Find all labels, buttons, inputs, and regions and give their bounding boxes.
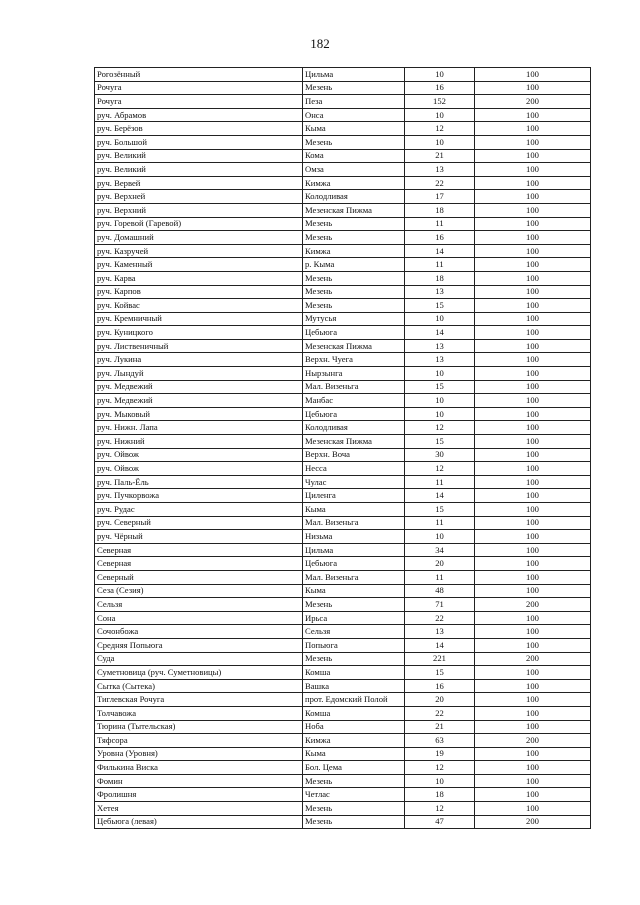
basin-cell: Четлас [303, 788, 405, 802]
table-row [95, 557, 591, 571]
basin-cell: Циленга [303, 489, 405, 503]
length-cell: 14 [405, 326, 475, 340]
zone-width-cell: 100 [475, 625, 591, 639]
basin-cell: р. Кыма [303, 258, 405, 272]
river-name-cell: руч. Ойвож [95, 448, 303, 462]
basin-cell: Манбас [303, 394, 405, 408]
table-row [95, 666, 591, 680]
table-row [95, 190, 591, 204]
table-row [95, 638, 591, 652]
river-name-cell: руч. Рудас [95, 503, 303, 517]
river-name-cell: Хетея [95, 802, 303, 816]
length-cell: 21 [405, 720, 475, 734]
river-name-cell: Тяфсора [95, 734, 303, 748]
basin-cell: Цебьюга [303, 557, 405, 571]
length-cell: 14 [405, 244, 475, 258]
length-cell: 11 [405, 217, 475, 231]
length-cell: 21 [405, 149, 475, 163]
basin-cell: Комша [303, 666, 405, 680]
length-cell: 16 [405, 81, 475, 95]
zone-width-cell: 100 [475, 761, 591, 775]
zone-width-cell: 100 [475, 788, 591, 802]
river-name-cell: Тюрина (Тытельская) [95, 720, 303, 734]
table-row [95, 68, 591, 82]
basin-cell: Мезень [303, 652, 405, 666]
river-name-cell: руч. Нижний [95, 435, 303, 449]
length-cell: 18 [405, 788, 475, 802]
river-name-cell: руч. Куницкого [95, 326, 303, 340]
river-name-cell: руч. Нижн. Лапа [95, 421, 303, 435]
zone-width-cell: 100 [475, 353, 591, 367]
length-cell: 15 [405, 666, 475, 680]
basin-cell: Пеза [303, 95, 405, 109]
length-cell: 10 [405, 135, 475, 149]
river-name-cell: Тиглевская Рочуга [95, 693, 303, 707]
zone-width-cell: 100 [475, 407, 591, 421]
river-name-cell: Толчавожа [95, 706, 303, 720]
table-row [95, 217, 591, 231]
table-row [95, 339, 591, 353]
table-row [95, 802, 591, 816]
length-cell: 22 [405, 611, 475, 625]
table-row [95, 203, 591, 217]
table-row [95, 679, 591, 693]
zone-width-cell: 100 [475, 122, 591, 136]
length-cell: 15 [405, 503, 475, 517]
zone-width-cell: 100 [475, 638, 591, 652]
table-row [95, 244, 591, 258]
table-row [95, 788, 591, 802]
zone-width-cell: 100 [475, 258, 591, 272]
river-name-cell: руч. Мыковый [95, 407, 303, 421]
basin-cell: Кимжа [303, 244, 405, 258]
zone-width-cell: 100 [475, 176, 591, 190]
length-cell: 11 [405, 258, 475, 272]
zone-width-cell: 100 [475, 244, 591, 258]
length-cell: 15 [405, 299, 475, 313]
length-cell: 47 [405, 815, 475, 829]
zone-width-cell: 100 [475, 503, 591, 517]
river-name-cell: руч. Паль-Ёль [95, 475, 303, 489]
river-name-cell: Рочуга [95, 95, 303, 109]
river-name-cell: руч. Большой [95, 135, 303, 149]
river-name-cell: Сытка (Сытека) [95, 679, 303, 693]
table-row [95, 312, 591, 326]
river-name-cell: руч. Карва [95, 271, 303, 285]
zone-width-cell: 100 [475, 312, 591, 326]
length-cell: 20 [405, 693, 475, 707]
river-name-cell: руч. Пучкорвожа [95, 489, 303, 503]
basin-cell: Мезень [303, 802, 405, 816]
river-name-cell: Суметновица (руч. Суметновицы) [95, 666, 303, 680]
river-name-cell: руч. Берёзов [95, 122, 303, 136]
zone-width-cell: 100 [475, 68, 591, 82]
basin-cell: Мезень [303, 285, 405, 299]
zone-width-cell: 100 [475, 706, 591, 720]
river-name-cell: Сельзя [95, 598, 303, 612]
basin-cell: Кыма [303, 747, 405, 761]
basin-cell: Низьма [303, 530, 405, 544]
river-name-cell: Сеза (Сезия) [95, 584, 303, 598]
basin-cell: Чулас [303, 475, 405, 489]
zone-width-cell: 100 [475, 190, 591, 204]
river-name-cell: руч. Медвежий [95, 380, 303, 394]
table-row [95, 135, 591, 149]
table-row [95, 421, 591, 435]
table-row [95, 516, 591, 530]
basin-cell: Попьюга [303, 638, 405, 652]
table-row [95, 693, 591, 707]
river-name-cell: руч. Чёрный [95, 530, 303, 544]
length-cell: 11 [405, 570, 475, 584]
river-name-cell: руч. Верхний [95, 203, 303, 217]
river-name-cell: руч. Северный [95, 516, 303, 530]
table-row [95, 231, 591, 245]
length-cell: 10 [405, 68, 475, 82]
river-name-cell: Фролишня [95, 788, 303, 802]
length-cell: 10 [405, 407, 475, 421]
basin-cell: Мезень [303, 815, 405, 829]
table-row [95, 598, 591, 612]
table-row [95, 380, 591, 394]
length-cell: 10 [405, 367, 475, 381]
table-row [95, 475, 591, 489]
river-name-cell: руч. Великий [95, 163, 303, 177]
zone-width-cell: 100 [475, 570, 591, 584]
table-row [95, 299, 591, 313]
river-name-cell: Северный [95, 570, 303, 584]
river-name-cell: руч. Кремничный [95, 312, 303, 326]
basin-cell: Колодливая [303, 421, 405, 435]
basin-cell: Мал. Визеньга [303, 380, 405, 394]
basin-cell: Кома [303, 149, 405, 163]
river-name-cell: Сочонбожа [95, 625, 303, 639]
zone-width-cell: 100 [475, 611, 591, 625]
length-cell: 48 [405, 584, 475, 598]
zone-width-cell: 100 [475, 543, 591, 557]
table-row [95, 407, 591, 421]
length-cell: 152 [405, 95, 475, 109]
basin-cell: Мезень [303, 135, 405, 149]
zone-width-cell: 200 [475, 815, 591, 829]
length-cell: 12 [405, 122, 475, 136]
basin-cell: Кыма [303, 122, 405, 136]
zone-width-cell: 100 [475, 666, 591, 680]
length-cell: 22 [405, 706, 475, 720]
basin-cell: Комша [303, 706, 405, 720]
table-row [95, 353, 591, 367]
river-name-cell: Рочуга [95, 81, 303, 95]
zone-width-cell: 100 [475, 421, 591, 435]
table-row [95, 271, 591, 285]
zone-width-cell: 200 [475, 95, 591, 109]
table-row [95, 815, 591, 829]
length-cell: 20 [405, 557, 475, 571]
zone-width-cell: 100 [475, 462, 591, 476]
length-cell: 10 [405, 530, 475, 544]
length-cell: 13 [405, 339, 475, 353]
length-cell: 10 [405, 312, 475, 326]
river-name-cell: Северная [95, 543, 303, 557]
basin-cell: Онса [303, 108, 405, 122]
table-row [95, 326, 591, 340]
zone-width-cell: 100 [475, 530, 591, 544]
river-table-body [95, 68, 591, 829]
zone-width-cell: 100 [475, 149, 591, 163]
river-table [94, 67, 591, 829]
basin-cell: Ноба [303, 720, 405, 734]
table-row [95, 570, 591, 584]
length-cell: 10 [405, 774, 475, 788]
basin-cell: Мезень [303, 598, 405, 612]
table-row [95, 435, 591, 449]
zone-width-cell: 100 [475, 380, 591, 394]
basin-cell: Цильма [303, 543, 405, 557]
basin-cell: Омза [303, 163, 405, 177]
basin-cell: Кимжа [303, 176, 405, 190]
length-cell: 30 [405, 448, 475, 462]
basin-cell: Кимжа [303, 734, 405, 748]
length-cell: 13 [405, 285, 475, 299]
length-cell: 10 [405, 108, 475, 122]
basin-cell: Мал. Визеньга [303, 516, 405, 530]
river-name-cell: руч. Медвежий [95, 394, 303, 408]
table-row [95, 584, 591, 598]
basin-cell: Ирьса [303, 611, 405, 625]
zone-width-cell: 100 [475, 394, 591, 408]
river-name-cell: руч. Карпов [95, 285, 303, 299]
zone-width-cell: 100 [475, 203, 591, 217]
table-row [95, 163, 591, 177]
basin-cell: Мезенская Пижма [303, 339, 405, 353]
table-row [95, 503, 591, 517]
river-name-cell: Средняя Попьюга [95, 638, 303, 652]
basin-cell: Цильма [303, 68, 405, 82]
zone-width-cell: 100 [475, 516, 591, 530]
basin-cell: Мезень [303, 217, 405, 231]
river-name-cell: руч. Лукина [95, 353, 303, 367]
length-cell: 10 [405, 394, 475, 408]
table-row [95, 258, 591, 272]
basin-cell: Верхн. Вочa [303, 448, 405, 462]
table-row [95, 448, 591, 462]
river-name-cell: руч. Казручей [95, 244, 303, 258]
basin-cell: Колодливая [303, 190, 405, 204]
basin-cell: Мезенская Пижма [303, 435, 405, 449]
river-name-cell: руч. Верхней [95, 190, 303, 204]
table-row [95, 462, 591, 476]
zone-width-cell: 100 [475, 489, 591, 503]
length-cell: 18 [405, 203, 475, 217]
table-row [95, 95, 591, 109]
river-name-cell: Фомин [95, 774, 303, 788]
length-cell: 16 [405, 231, 475, 245]
basin-cell: Вашка [303, 679, 405, 693]
zone-width-cell: 100 [475, 299, 591, 313]
table-row [95, 774, 591, 788]
table-row [95, 81, 591, 95]
length-cell: 15 [405, 435, 475, 449]
length-cell: 13 [405, 353, 475, 367]
zone-width-cell: 100 [475, 448, 591, 462]
zone-width-cell: 100 [475, 217, 591, 231]
length-cell: 221 [405, 652, 475, 666]
table-row [95, 285, 591, 299]
basin-cell: Сельзя [303, 625, 405, 639]
table-row [95, 108, 591, 122]
basin-cell: Цебьюга [303, 407, 405, 421]
zone-width-cell: 100 [475, 557, 591, 571]
length-cell: 12 [405, 462, 475, 476]
length-cell: 15 [405, 380, 475, 394]
basin-cell: Кыма [303, 584, 405, 598]
river-name-cell: руч. Лындуй [95, 367, 303, 381]
basin-cell: Цебьюга [303, 326, 405, 340]
length-cell: 14 [405, 638, 475, 652]
zone-width-cell: 100 [475, 693, 591, 707]
basin-cell: Мезень [303, 271, 405, 285]
river-name-cell: Северная [95, 557, 303, 571]
river-name-cell: Уровна (Уровня) [95, 747, 303, 761]
table-row [95, 652, 591, 666]
basin-cell: Несса [303, 462, 405, 476]
zone-width-cell: 100 [475, 108, 591, 122]
table-row [95, 543, 591, 557]
length-cell: 19 [405, 747, 475, 761]
length-cell: 18 [405, 271, 475, 285]
length-cell: 22 [405, 176, 475, 190]
length-cell: 12 [405, 421, 475, 435]
zone-width-cell: 100 [475, 135, 591, 149]
table-row [95, 149, 591, 163]
river-name-cell: Суда [95, 652, 303, 666]
zone-width-cell: 100 [475, 679, 591, 693]
length-cell: 12 [405, 802, 475, 816]
river-name-cell: руч. Ойвож [95, 462, 303, 476]
zone-width-cell: 100 [475, 774, 591, 788]
basin-cell: Бол. Цема [303, 761, 405, 775]
zone-width-cell: 100 [475, 747, 591, 761]
table-row [95, 761, 591, 775]
basin-cell: Мутусья [303, 312, 405, 326]
table-row [95, 747, 591, 761]
river-name-cell: руч. Лиственичный [95, 339, 303, 353]
zone-width-cell: 100 [475, 231, 591, 245]
basin-cell: Верхн. Чуега [303, 353, 405, 367]
table-row [95, 720, 591, 734]
zone-width-cell: 100 [475, 326, 591, 340]
length-cell: 16 [405, 679, 475, 693]
zone-width-cell: 200 [475, 598, 591, 612]
basin-cell: Нырзынга [303, 367, 405, 381]
zone-width-cell: 100 [475, 584, 591, 598]
zone-width-cell: 100 [475, 285, 591, 299]
length-cell: 71 [405, 598, 475, 612]
page-number: 182 [310, 36, 330, 51]
river-name-cell: руч. Великий [95, 149, 303, 163]
length-cell: 14 [405, 489, 475, 503]
basin-cell: Мезень [303, 299, 405, 313]
zone-width-cell: 100 [475, 435, 591, 449]
river-name-cell: руч. Каменный [95, 258, 303, 272]
table-row [95, 367, 591, 381]
table-row [95, 394, 591, 408]
river-name-cell: руч. Вервей [95, 176, 303, 190]
river-name-cell: Сона [95, 611, 303, 625]
length-cell: 13 [405, 163, 475, 177]
basin-cell: Кыма [303, 503, 405, 517]
zone-width-cell: 100 [475, 802, 591, 816]
table-row [95, 611, 591, 625]
zone-width-cell: 100 [475, 271, 591, 285]
table-row [95, 122, 591, 136]
basin-cell: Мезень [303, 81, 405, 95]
zone-width-cell: 200 [475, 734, 591, 748]
river-name-cell: руч. Домашний [95, 231, 303, 245]
basin-cell: прот. Едомский Полой [303, 693, 405, 707]
river-name-cell: Филькина Виска [95, 761, 303, 775]
table-row [95, 734, 591, 748]
river-name-cell: Цебьюга (левая) [95, 815, 303, 829]
length-cell: 11 [405, 516, 475, 530]
basin-cell: Мал. Визеньга [303, 570, 405, 584]
river-name-cell: Рогозённый [95, 68, 303, 82]
table-row [95, 489, 591, 503]
table-row [95, 530, 591, 544]
table-row [95, 176, 591, 190]
basin-cell: Мезенская Пижма [303, 203, 405, 217]
length-cell: 13 [405, 625, 475, 639]
length-cell: 12 [405, 761, 475, 775]
zone-width-cell: 100 [475, 367, 591, 381]
length-cell: 63 [405, 734, 475, 748]
length-cell: 11 [405, 475, 475, 489]
length-cell: 17 [405, 190, 475, 204]
basin-cell: Мезень [303, 774, 405, 788]
zone-width-cell: 100 [475, 339, 591, 353]
zone-width-cell: 100 [475, 163, 591, 177]
zone-width-cell: 100 [475, 720, 591, 734]
river-name-cell: руч. Койвас [95, 299, 303, 313]
table-row [95, 625, 591, 639]
zone-width-cell: 200 [475, 652, 591, 666]
basin-cell: Мезень [303, 231, 405, 245]
river-name-cell: руч. Горевой (Гаревой) [95, 217, 303, 231]
river-name-cell: руч. Абрамов [95, 108, 303, 122]
zone-width-cell: 100 [475, 81, 591, 95]
table-row [95, 706, 591, 720]
zone-width-cell: 100 [475, 475, 591, 489]
length-cell: 34 [405, 543, 475, 557]
